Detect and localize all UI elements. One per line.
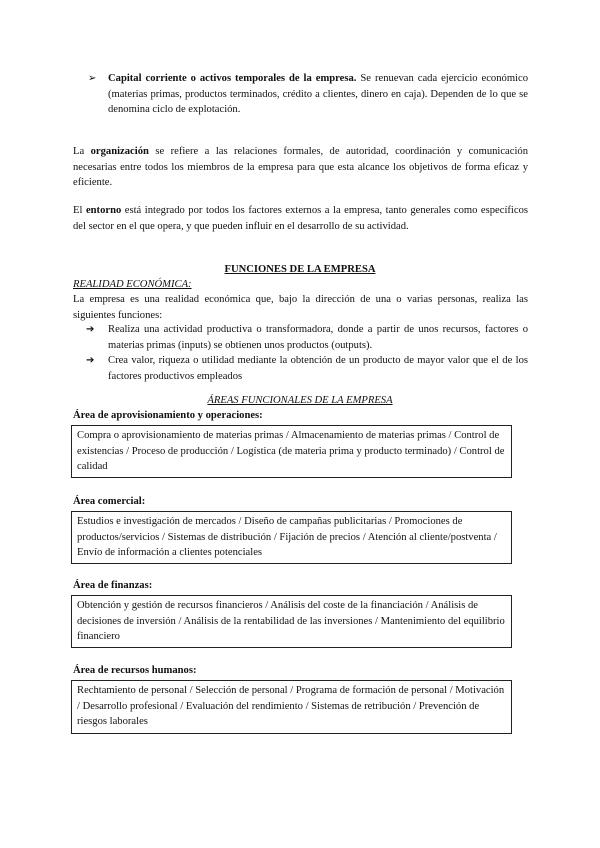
area-comercial-box: Estudios e investigación de mercados / Diseño de campañas publicitarias / Promociones de productos/servicios / Sistemas de distribución / Fijación de precios / Atención al cliente/postventa / Envío de información a clientes potenciales xyxy=(71,511,512,564)
areas-funcionales-title: ÁREAS FUNCIONALES DE LA EMPRESA xyxy=(207,395,393,406)
capital-bullet-bold: Capital corriente o activos temporales de la empresa. xyxy=(108,73,357,84)
entorno-prefix: El xyxy=(73,205,86,216)
capital-bullet-text xyxy=(108,71,528,118)
arrow-right-icon: ➔ xyxy=(86,355,95,366)
capital-bullet-body: Se renuevan cada ejercicio económico (materias primas, productos terminados, crédito a clientes, dinero en caja). Dependen de lo que se denomina ciclo de explotación. xyxy=(108,73,528,115)
arrow-right-icon: ➔ xyxy=(86,324,95,335)
area-finanzas-box: Obtención y gestión de recursos financieros / Análisis del coste de la financiación / Análisis de decisiones de inversión / Análisis de la rentabilidad de las inversiones / Mantenimiento del equilibrio financiero xyxy=(71,595,512,648)
area-recursos-humanos-heading: Área de recursos humanos: xyxy=(73,665,197,676)
list-item xyxy=(86,322,528,353)
funciones-intro: La empresa es una realidad económica que, bajo la dirección de una o varias personas, realiza las siguientes funciones: xyxy=(73,294,528,321)
organizacion-body: se refiere a las relaciones formales, de autoridad, coordinación y comunicación necesarias entre todos los miembros de la empresa para que esta alcance los objetivos de forma eficaz y eficiente. xyxy=(73,146,528,188)
area-comercial-heading: Área comercial: xyxy=(73,496,146,507)
area-recursos-humanos-box: Rechtamiento de personal / Selección de personal / Programa de formación de personal / Motivación / Desarrollo profesional / Evaluación del rendimiento / Sistemas de retribución / Prevención de riesgos laborales xyxy=(71,680,512,734)
organizacion-prefix: La xyxy=(73,146,91,157)
area-aprovisionamiento-box: Compra o aprovisionamiento de materias primas / Almacenamiento de materias primas / Control de existencias / Proceso de producción / Logística (de materia prima y producto terminado) / Control de calidad xyxy=(71,425,512,478)
list-item xyxy=(86,353,528,384)
entorno-body: está integrado por todos los factores externos a la empresa, tanto generales como específicos del sector en el que opera, y que pueden influir en el desarrollo de su actividad. xyxy=(73,205,528,232)
list-item-text: Crea valor, riqueza o utilidad mediante la obtención de un producto de mayor valor que el de los factores productivos empleados xyxy=(108,355,528,382)
funciones-list xyxy=(86,322,528,384)
arrowhead-bullet-icon: ➢ xyxy=(88,73,97,84)
entorno-paragraph xyxy=(73,203,528,234)
organizacion-paragraph xyxy=(73,144,528,191)
area-aprovisionamiento-heading: Área de aprovisionamiento y operaciones: xyxy=(73,410,263,421)
realidad-economica-subtitle: REALIDAD ECONÓMICA: xyxy=(73,279,192,290)
entorno-bold: entorno xyxy=(85,205,122,216)
organizacion-bold: organización xyxy=(90,146,149,157)
list-item-text: Realiza una actividad productiva o transformadora, donde a partir de unos recursos, factores o materias primas (inputs) se obtienen unos productos (outputs). xyxy=(108,324,528,351)
capital-bullet xyxy=(88,71,528,118)
area-finanzas-heading: Área de finanzas: xyxy=(73,580,153,591)
funciones-title: FUNCIONES DE LA EMPRESA xyxy=(224,264,376,275)
